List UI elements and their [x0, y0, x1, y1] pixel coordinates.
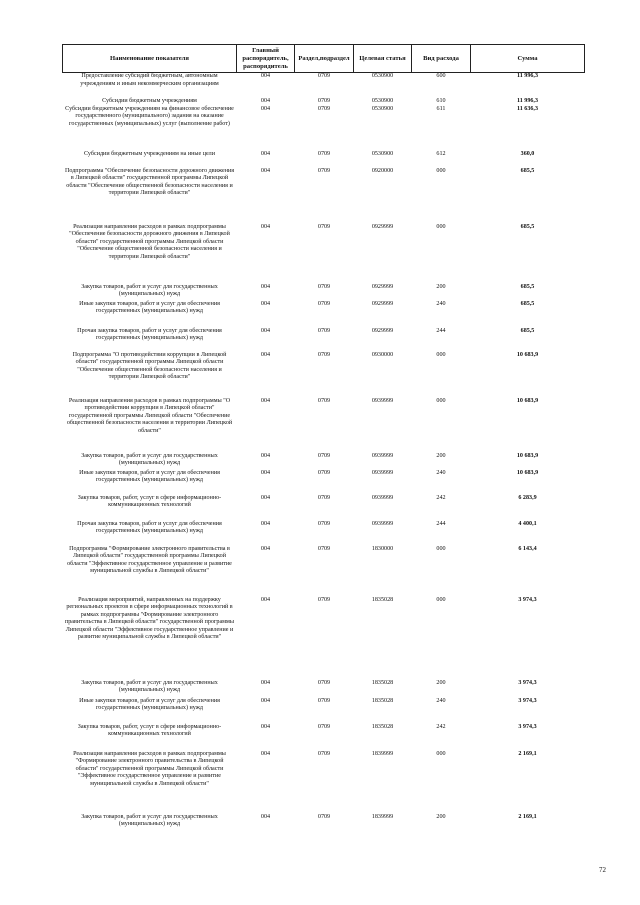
row-target: 0920000: [371, 167, 394, 174]
row-admin: 004: [260, 596, 271, 603]
row-sum: 685,5: [520, 167, 535, 174]
row-sum: 10 683,9: [516, 397, 539, 404]
table-row: [63, 814, 585, 832]
row-sum: 685,5: [520, 327, 535, 334]
row-expense: 000: [436, 545, 446, 552]
row-admin: 004: [260, 397, 271, 404]
row-name: Иные закупки товаров, работ и услуг для обеспечения государственных (муниципальных) нужд: [79, 469, 220, 483]
table-row: [63, 73, 585, 98]
row-name: Закупка товаров, работ, услуг в сфере информационно-коммуникационных технологий: [77, 723, 222, 737]
row-admin: 004: [260, 351, 271, 358]
row-target: 0939999: [371, 452, 394, 459]
row-name: Закупка товаров, работ, услуг в сфере информационно-коммуникационных технологий: [77, 494, 222, 508]
row-expense: 612: [436, 150, 446, 157]
table-row: [63, 698, 585, 724]
table-row: [63, 470, 585, 495]
row-expense: 200: [436, 813, 446, 820]
table-row: [63, 224, 585, 284]
row-expense: 240: [436, 300, 446, 307]
row-sum: 11 636,3: [517, 105, 538, 112]
row-sum: 3 974,3: [518, 697, 537, 704]
table-row: [63, 521, 585, 546]
table-row: [63, 546, 585, 597]
row-section: 0709: [317, 697, 331, 704]
row-expense: 000: [436, 397, 446, 404]
row-section: 0709: [317, 150, 331, 157]
row-expense: 200: [436, 679, 446, 686]
row-target: 0530900: [371, 73, 394, 79]
row-target: 1839999: [371, 813, 394, 820]
row-admin: 004: [260, 300, 271, 307]
row-admin: 004: [260, 679, 271, 686]
row-sum: 2 169,1: [518, 813, 537, 820]
row-section: 0709: [317, 494, 331, 501]
row-section: 0709: [317, 545, 331, 552]
row-name: Прочая закупка товаров, работ и услуг для обеспечения государственных (муниципальных) нужд: [77, 520, 222, 534]
row-sum: 10 683,9: [516, 351, 539, 358]
row-target: 1835028: [371, 679, 394, 686]
row-section: 0709: [317, 105, 331, 112]
row-expense: 000: [436, 351, 446, 358]
row-section: 0709: [317, 520, 331, 527]
row-sum: 685,5: [520, 300, 535, 307]
row-section: 0709: [317, 73, 331, 79]
row-section: 0709: [317, 469, 331, 476]
row-sum: 2 169,1: [518, 750, 537, 757]
row-target: 0939999: [371, 469, 394, 476]
row-section: 0709: [317, 327, 331, 334]
header-name: Наименование показателя: [63, 45, 237, 73]
table-row: [63, 724, 585, 751]
header-expense: Вид расхода: [412, 45, 471, 73]
row-name: Реализация мероприятий, направленных на поддержку региональных проектов в сфере информационных технологий в рамках подпрограммы "Формирование электронного правительства в Липецкой области" государственной программы Липецкой области "Эффективное государственное управление и развитие муниципальной службы в Липецкой области": [65, 596, 234, 640]
row-name: Закупка товаров, работ и услуг для государственных (муниципальных) нужд: [81, 679, 218, 693]
row-target: 0939999: [371, 520, 394, 527]
row-expense: 244: [436, 520, 446, 527]
row-section: 0709: [317, 283, 331, 290]
row-expense: 240: [436, 469, 446, 476]
row-admin: 004: [260, 105, 271, 112]
row-admin: 004: [260, 97, 271, 104]
row-expense: 611: [436, 105, 446, 112]
row-sum: 4 400,1: [518, 520, 537, 527]
row-target: 0929999: [371, 283, 394, 290]
row-section: 0709: [317, 351, 331, 358]
row-expense: 240: [436, 697, 446, 704]
row-name: Реализация направления расходов в рамках подпрограммы "Формирование электронного правительства в Липецкой области" государственной программы Липецкой области "Эффективное государственное управление и развитие муниципальной службы в Липецкой области": [73, 750, 226, 787]
header-admin: Главный распорядитель, распорядитель: [237, 45, 295, 73]
row-admin: 004: [260, 469, 271, 476]
table-row: [63, 328, 585, 352]
page-number: 72: [599, 866, 606, 874]
row-admin: 004: [260, 167, 271, 174]
row-sum: 3 974,3: [518, 723, 537, 730]
row-target: 0530900: [371, 105, 394, 112]
row-sum: 685,5: [520, 223, 535, 230]
row-expense: 600: [436, 73, 446, 79]
row-sum: 6 283,9: [518, 494, 537, 501]
row-section: 0709: [317, 300, 331, 307]
row-target: 0929999: [371, 300, 394, 307]
table-row: [63, 680, 585, 698]
row-expense: 242: [436, 494, 446, 501]
row-name: Закупка товаров, работ и услуг для государственных (муниципальных) нужд: [81, 452, 218, 466]
row-sum: 10 683,9: [516, 452, 539, 459]
table-row: [63, 597, 585, 680]
row-name: Подпрограмма "О противодействии коррупции в Липецкой области" государственной программы Липецкой области "Обеспечение общественной безопасности населения и территории Липецкой области": [72, 351, 227, 380]
row-target: 0530900: [371, 150, 394, 157]
table-row: [63, 151, 585, 168]
row-admin: 004: [260, 283, 271, 290]
table-row: [63, 106, 585, 151]
row-admin: 004: [260, 750, 271, 757]
row-admin: 004: [260, 813, 271, 820]
row-section: 0709: [317, 596, 331, 603]
table-row: [63, 284, 585, 301]
table-header-row: [63, 45, 585, 73]
row-section: 0709: [317, 97, 331, 104]
row-section: 0709: [317, 813, 331, 820]
row-sum: 11 996,3: [517, 97, 538, 104]
row-admin: 004: [260, 327, 271, 334]
row-target: 1835028: [371, 596, 394, 603]
header-section: Раздел,подраздел: [295, 45, 354, 73]
row-name: Предоставление субсидий бюджетным, автономным учреждениям и иным некоммерческим организациям: [80, 73, 219, 87]
row-target: 1839999: [371, 750, 394, 757]
row-sum: 685,5: [520, 283, 535, 290]
row-target: 0929999: [371, 223, 394, 230]
budget-table: [62, 44, 585, 832]
row-sum: 10 683,9: [516, 469, 539, 476]
row-name: Закупка товаров, работ и услуг для государственных (муниципальных) нужд: [81, 283, 218, 297]
row-name: Субсидии бюджетным учреждениям на иные цели: [84, 150, 215, 157]
row-admin: 004: [260, 545, 271, 552]
row-target: 0939999: [371, 397, 394, 404]
row-sum: 11 996,3: [517, 73, 538, 79]
row-section: 0709: [317, 750, 331, 757]
row-expense: 242: [436, 723, 446, 730]
row-target: 0929999: [371, 327, 394, 334]
row-name: Иные закупки товаров, работ и услуг для обеспечения государственных (муниципальных) нужд: [79, 300, 220, 314]
table-row: [63, 301, 585, 328]
table-row: [63, 453, 585, 470]
row-target: 0930000: [371, 351, 394, 358]
row-expense: 200: [436, 452, 446, 459]
row-target: 1835028: [371, 697, 394, 704]
table-row: [63, 751, 585, 814]
row-target: 1830000: [371, 545, 394, 552]
row-admin: 004: [260, 520, 271, 527]
table-row: [63, 352, 585, 398]
row-admin: 004: [260, 223, 271, 230]
row-target: 0530900: [371, 97, 394, 104]
row-expense: 000: [436, 596, 446, 603]
row-section: 0709: [317, 223, 331, 230]
table-row: [63, 98, 585, 106]
row-name: Реализация направления расходов в рамках подпрограммы "Обеспечение безопасности дорожного движения в Липецкой области" государственной программы Липецкой области "Обеспечение общественной безопасности населения и территории Липецкой области": [69, 223, 230, 260]
row-admin: 004: [260, 150, 271, 157]
row-admin: 004: [260, 73, 271, 79]
table-row: [63, 495, 585, 521]
row-name: Реализация направления расходов в рамках подпрограммы "О противодействии коррупции в Липецкой области" государственной программы Липецкой области "Обеспечение общественной безопасности населения и территории Липецкой области": [66, 397, 233, 434]
row-admin: 004: [260, 494, 271, 501]
row-sum: 3 974,3: [518, 596, 537, 603]
row-name: Субсидии бюджетным учреждениям на финансовое обеспечение государственного (муниципального) задания на оказание государственных (муниципальных) услуг (выполнение работ): [65, 105, 234, 127]
row-sum: 360,0: [520, 150, 535, 157]
table-row: [63, 168, 585, 224]
row-admin: 004: [260, 723, 271, 730]
row-section: 0709: [317, 723, 331, 730]
row-expense: 000: [436, 750, 446, 757]
row-expense: 200: [436, 283, 446, 290]
row-sum: 6 143,4: [518, 545, 537, 552]
row-expense: 000: [436, 223, 446, 230]
row-expense: 000: [436, 167, 446, 174]
row-sum: 3 974,3: [518, 679, 537, 686]
row-expense: 610: [436, 97, 446, 104]
row-section: 0709: [317, 679, 331, 686]
row-name: Прочая закупка товаров, работ и услуг для обеспечения государственных (муниципальных) нужд: [77, 327, 222, 341]
row-name: Субсидии бюджетным учреждениям: [102, 97, 197, 104]
row-name: Подпрограмма "Обеспечение безопасности дорожного движения в Липецкой области" государственной программы Липецкой области "Обеспечение общественной безопасности населения и территории Липецкой области": [64, 167, 235, 196]
row-target: 1835028: [371, 723, 394, 730]
row-name: Иные закупки товаров, работ и услуг для обеспечения государственных (муниципальных) нужд: [79, 697, 220, 711]
row-target: 0939999: [371, 494, 394, 501]
row-admin: 004: [260, 697, 271, 704]
row-admin: 004: [260, 452, 271, 459]
header-target: Целевая статья: [354, 45, 412, 73]
row-section: 0709: [317, 452, 331, 459]
row-section: 0709: [317, 397, 331, 404]
row-section: 0709: [317, 167, 331, 174]
table-row: [63, 398, 585, 453]
header-sum: Сумма: [471, 45, 585, 73]
row-expense: 244: [436, 327, 446, 334]
row-name: Закупка товаров, работ и услуг для государственных (муниципальных) нужд: [81, 813, 218, 827]
row-name: Подпрограмма "Формирование электронного правительства в Липецкой области" государственной программы Липецкой области "Эффективное государственное управление и развитие муниципальной службы в Липецкой области": [67, 545, 232, 574]
